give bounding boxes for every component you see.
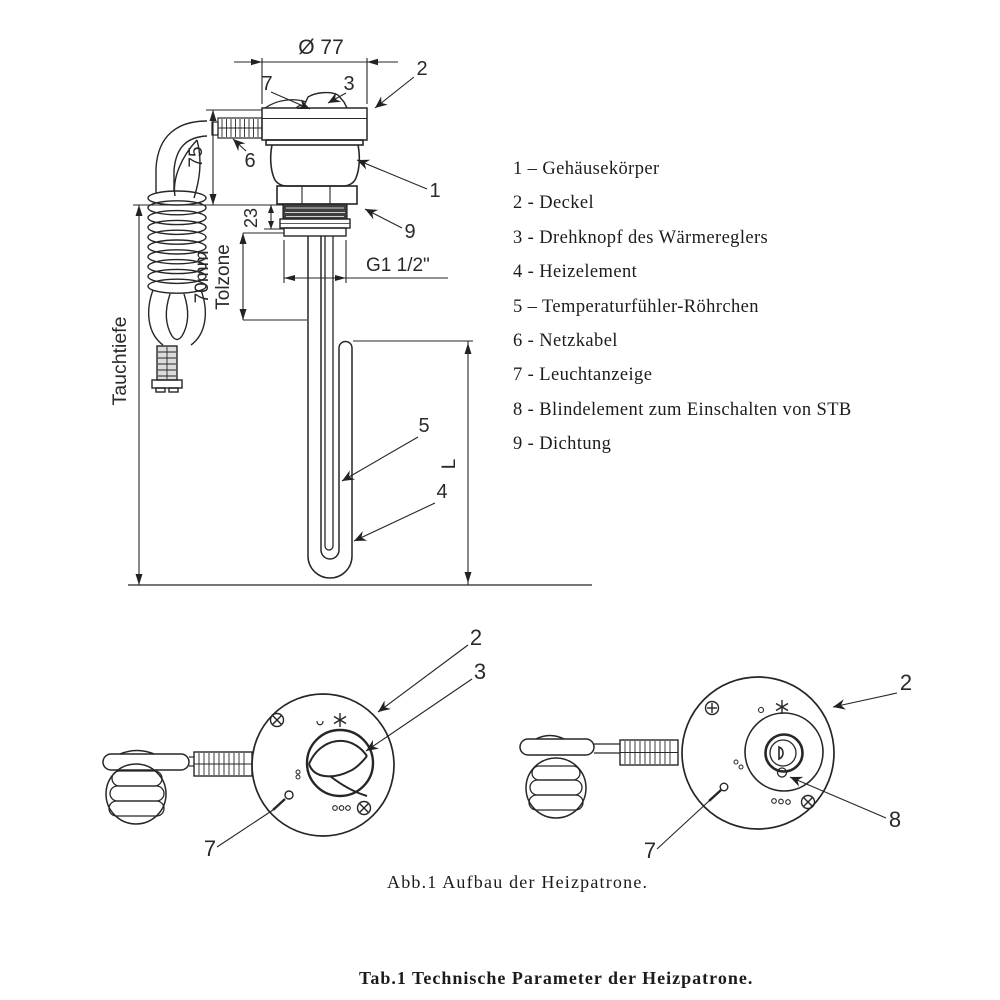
scale-mark: [739, 765, 743, 769]
legend-item-1: 1 – Gehäusekörper: [513, 159, 660, 179]
legend-item-7: 7 - Leuchtanzeige: [513, 365, 653, 386]
cable-gland-right: [594, 740, 678, 765]
sensor-tube: [325, 236, 333, 550]
right-view-callouts: [644, 670, 912, 863]
cable-gland-left: [189, 752, 252, 776]
callout-2-deckel: 2: [416, 58, 428, 80]
thermostat-spindle-boss: [766, 735, 803, 778]
heating-element-tube: [308, 236, 352, 578]
legend-item-4: 4 - Heizelement: [513, 262, 638, 283]
cap-profile: [262, 93, 367, 140]
dimension-23-label: 23: [241, 207, 261, 229]
callout-3-knob: 3: [473, 659, 487, 684]
vent-dots: [772, 799, 791, 805]
legend-item-2: 2 - Deckel: [513, 193, 595, 214]
seal-and-thread: [280, 204, 350, 236]
legend-item-8: 8 - Blindelement zum Einschalten von STB: [513, 399, 852, 420]
housing-body: [266, 140, 363, 186]
detail-view-right: [520, 670, 912, 863]
callout-5-temperaturfuehler: 5: [418, 415, 430, 437]
callout-8-blindelement: 8: [888, 807, 902, 832]
hex-nut: [277, 186, 357, 204]
dimension-thread-label: G1 1/2": [366, 255, 430, 276]
plug-right: [520, 736, 594, 819]
callout-3-drehknopf: 3: [343, 73, 355, 95]
legend-item-3: 3 - Drehknopf des Wärmereglers: [513, 227, 769, 248]
dimension-tauchtiefe-label: Tauchtiefe: [109, 316, 131, 406]
dimension-diameter-label: Ø 77: [298, 36, 344, 59]
led-dot-icon: [285, 791, 293, 799]
led-leader-stub: [273, 799, 285, 810]
cable-gland: [212, 118, 262, 138]
callout-7-indicator: 7: [203, 836, 217, 861]
scale-mark: [296, 775, 300, 779]
figure-caption: Abb.1 Aufbau der Heizpatrone.: [387, 872, 649, 892]
dimension-75-label: 75: [186, 146, 207, 168]
legend-item-6: 6 - Netzkabel: [513, 330, 618, 351]
phillips-screw-icon: [358, 802, 371, 815]
left-view-callouts: [204, 625, 486, 861]
dimension-tolzone-value: 70mm: [192, 250, 213, 304]
knob-seat-circle: [745, 713, 823, 791]
legend-item-9: 9 - Dichtung: [513, 434, 612, 455]
callout-9-dichtung: 9: [404, 221, 416, 243]
callout-6-netzkabel: 6: [244, 150, 256, 172]
main-view-callouts: [233, 58, 448, 541]
cover-outline-right: [682, 677, 834, 829]
table-caption: Tab.1 Technische Parameter der Heizpatrone.: [359, 968, 754, 988]
legend-item-5: 5 – Temperaturfühler-Röhrchen: [513, 296, 759, 317]
vent-dots: [333, 806, 351, 811]
phillips-screw-icon: [706, 702, 719, 715]
mains-plug: [152, 346, 182, 392]
led-dot-icon: [720, 783, 728, 791]
snowflake-icon: [334, 713, 346, 727]
min-setting-mark: [317, 721, 323, 725]
detail-view-left: [103, 625, 486, 861]
callout-7-indicator: 7: [643, 838, 657, 863]
phillips-screw-icon: [802, 796, 815, 809]
dimension-l-label: L: [439, 458, 460, 470]
scale-mark: [734, 760, 738, 764]
callout-2-cover: 2: [899, 670, 913, 695]
dimension-23: [241, 205, 284, 229]
dimension-tolzone-label: Tolzone: [213, 244, 234, 310]
callout-4-heizelement: 4: [436, 481, 448, 503]
dimension-length-l: [353, 341, 473, 585]
callout-2-cover: 2: [469, 625, 483, 650]
callout-7-leuchtanzeige: 7: [261, 73, 273, 95]
parts-legend: [513, 152, 913, 462]
callout-1-gehaeusekoerper: 1: [429, 180, 441, 202]
snowflake-icon: [776, 700, 788, 714]
min-setting-mark: [759, 708, 764, 713]
led-leader-stub: [709, 790, 721, 801]
plug-left: [103, 751, 189, 825]
scale-mark: [296, 770, 300, 774]
phillips-screw-icon: [271, 714, 284, 727]
